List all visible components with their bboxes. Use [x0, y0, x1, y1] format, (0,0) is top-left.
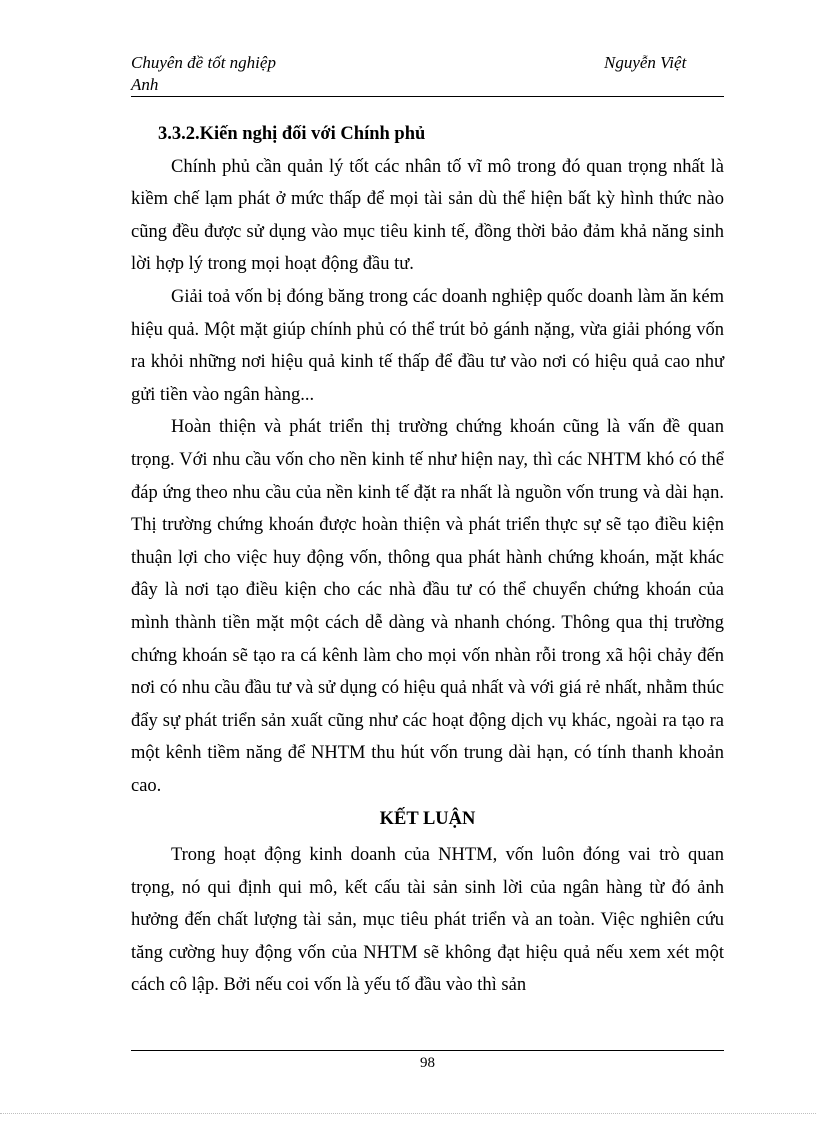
body-paragraph: Giải toả vốn bị đóng băng trong các doanh nghiệp quốc doanh làm ăn kém hiệu quả. Một mặt giúp chính phủ có thể trút bỏ gánh nặng, vừa giải phóng vốn ra khỏi những nơi hiệu quả kinh tế thấp để đầu tư vào nơi có hiệu quả cao như gửi tiền vào ngân hàng...: [131, 286, 724, 405]
header-document-title: [131, 52, 431, 96]
header-title-line-1: Chuyên đề tốt nghiệp: [131, 53, 276, 72]
footer-divider: [131, 1050, 724, 1051]
conclusion-paragraph: Trong hoạt động kinh doanh của NHTM, vốn luôn đóng vai trò quan trọng, nó qui định qui mô, kết cấu tài sản sinh lời của ngân hàng từ đó ảnh hưởng đến chất lượng tài sản, mục tiêu phát triển và an toàn. Việc nghiên cứu tăng cường huy động vốn của NHTM sẽ không đạt hiệu quả nếu xem xét một cách cô lập. Bởi nếu coi vốn là yếu tố đầu vào thì sản: [131, 845, 724, 996]
page-header: [131, 52, 724, 97]
conclusion-heading: KẾT LUẬN: [379, 809, 476, 830]
body-paragraph: Hoàn thiện và phát triển thị trường chứng khoán cũng là vấn đề quan trọng. Với nhu cầu vốn cho nền kinh tế như hiện nay, thì các NHTM khó có thể đáp ứng theo nhu cầu của nền kinh tế đặt ra nhất là nguồn vốn trung và dài hạn. Thị trường chứng khoán được hoàn thiện và phát triển thực sự sẽ tạo điều kiện thuận lợi cho việc huy động vốn, thông qua phát hành chứng khoán, mặt khác đây là nơi tạo điều kiện cho các nhà đầu tư có thể chuyển chứng khoán của mình thành tiền mặt một cách dễ dàng và nhanh chóng. Thông qua thị trường chứng khoán sẽ tạo ra cá kênh làm cho mọi vốn nhàn rỗi trong xã hội chảy đến nơi có nhu cầu đầu tư và sử dụng có hiệu quả nhất và với giá rẻ nhất, nhằm thúc đẩy sự phát triển sản xuất cũng như các hoạt động dịch vụ khác, ngoài ra tạo ra một kênh tiềm năng để NHTM thu hút vốn trung dài hạn, có tính thanh khoản cao.: [131, 417, 724, 796]
header-author: Nguyễn Việt: [604, 53, 687, 72]
header-title-line-2: Anh: [131, 75, 159, 94]
page-bottom-edge: [0, 1113, 816, 1114]
body-paragraph: Chính phủ cần quản lý tốt các nhân tố vĩ mô trong đó quan trọng nhất là kiềm chế lạm phát ở mức thấp để mọi tài sản dù thể hiện bất kỳ hình thức nào cũng đều được sử dụng vào mục tiêu kinh tế, đồng thời bảo đảm khả năng sinh lời hợp lý trong mọi hoạt động đầu tư.: [131, 156, 724, 275]
page-body: [131, 118, 724, 1002]
page-number: 98: [420, 1055, 435, 1071]
section-heading: 3.3.2.Kiến nghị đối với Chính phủ: [158, 124, 426, 144]
